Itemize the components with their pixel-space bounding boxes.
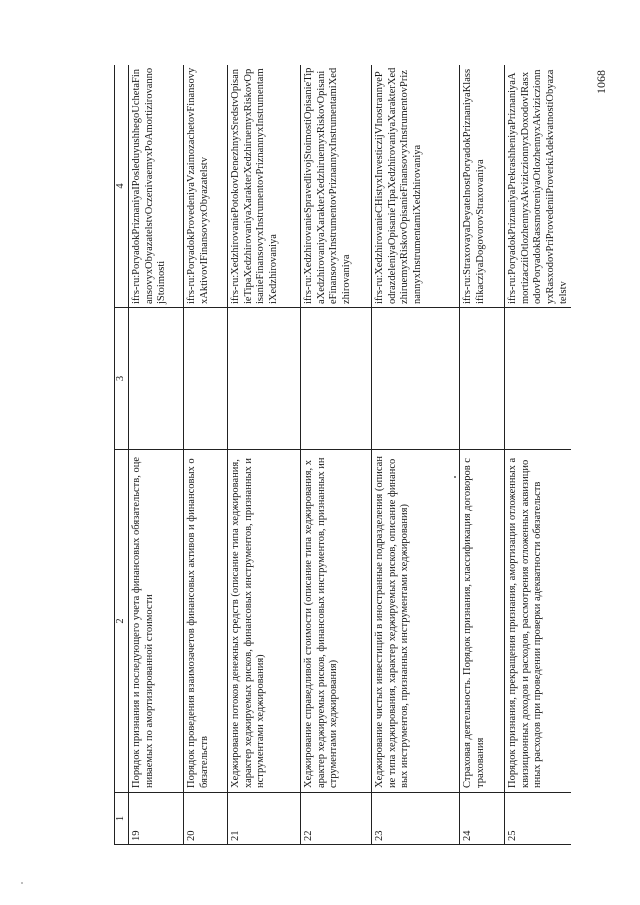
header-col-1: 1 bbox=[115, 793, 129, 845]
table-row bbox=[183, 65, 227, 845]
page-number: 1068 bbox=[594, 70, 608, 94]
row-taxonomy-code: ifrs-ru:PoryadokPriznaniyaIPosleduyushhegoUchetaFinansovyxObyazatelstvOczenivaemyxPoAmortizirovannojStoimosti bbox=[128, 65, 183, 308]
table-row bbox=[459, 65, 504, 845]
row-number: 24 bbox=[459, 793, 504, 845]
table-row bbox=[128, 65, 183, 845]
row-number: 25 bbox=[504, 793, 571, 845]
row-taxonomy-code: ifrs-ru:PoryadokProvedeniyaVzaimozachetovFinansovyxAktivovIFinansovyxObyazatelstv bbox=[183, 65, 227, 308]
row-number: 22 bbox=[300, 793, 371, 845]
row-description: Порядок признания и последующего учета финансовых обязательств, оцениваемых по амортизированной стоимости bbox=[128, 450, 183, 793]
row-number: 20 bbox=[183, 793, 227, 845]
row-description: Хеджирование потоков денежных средств (описание типа хеджирования, характер хеджируемых рисков, финансовых инструментов, признанных инструментами хеджирования) bbox=[227, 450, 300, 793]
row-taxonomy-code: ifrs-ru:XedzhirovanieCHistyxInvesticzijVInostrannyePodrazdeleniyaOpisanieTipaXedzhirovaniyaXarakterXedzhiruemyxRiskovOpisanieFinansovyxInstrumentovPriznannyxInstrumentamiXedzhirovaniya bbox=[371, 65, 459, 308]
table-row bbox=[371, 65, 459, 845]
row-col3 bbox=[227, 308, 300, 450]
header-col-2: 2 bbox=[115, 450, 129, 793]
header-col-3: 3 bbox=[115, 308, 129, 450]
row-col3 bbox=[504, 308, 571, 450]
row-taxonomy-code: ifrs-ru:StraxovayaDeyatelnostPoryadokPriznaniyaKlassifikacziyaDogovorovStraxovaniya bbox=[459, 65, 504, 308]
header-row bbox=[115, 65, 129, 845]
row-number: 23 bbox=[371, 793, 459, 845]
row-taxonomy-code: ifrs-ru:XedzhirovanieSpravedlivojStoimostiOpisanieTipaXedzhirovaniyaXarakterXedzhiruemyxRiskovOpisanieFinansovyxInstrumentovPriznannyxInstrumentamiXedzhirovaniya bbox=[300, 65, 371, 308]
row-col3 bbox=[371, 308, 459, 450]
row-col3 bbox=[183, 308, 227, 450]
row-col3 bbox=[459, 308, 504, 450]
header-col-4: 4 bbox=[115, 65, 129, 308]
row-taxonomy-code: ifrs-ru:XedzhirovaniePotokovDenezhnyxSredstvOpisanieTipaXedzhirovaniyaXarakterXedzhiruemyxRiskovOpisanieFinansovyxInstrumentovPriznannyxInstrumentamiXedzhirovaniya bbox=[227, 65, 300, 308]
row-description: Страховая деятельность. Порядок признания, классификация договоров страхования bbox=[459, 450, 504, 793]
taxonomy-table bbox=[114, 65, 571, 845]
table-row bbox=[227, 65, 300, 845]
row-col3 bbox=[128, 308, 183, 450]
table-container bbox=[114, 65, 571, 845]
row-description: Порядок проведения взаимозачетов финансовых активов и финансовых обязательств bbox=[183, 450, 227, 793]
table-row bbox=[504, 65, 571, 845]
row-description: Хеджирование чистых инвестиций в иностранные подразделения (описание типа хеджирования, характер хеджируемых рисков, описание финансовых инструментов, признанных инструментами хеджирования) bbox=[371, 450, 459, 793]
row-description: Порядок признания, прекращения признания, амортизации отложенных аквизиционных доходов и расходов, рассмотрения отложенных аквизиционных расходов при проведении проверки адекватности обязательств bbox=[504, 450, 571, 793]
row-taxonomy-code: ifrs-ru:PoryadokPriznaniyaPrekrashheniyaPriznaniyaAmortizacziiOtlozhennyxAkviziczionnyxDoxodovIRasxodovPoryadokRassmotreniyaOtlozhennyxAkviziczionnyxRasxodovPriProvedeniiProverkiAdekvatnostiObyazatelstv bbox=[504, 65, 571, 308]
scan-speck bbox=[21, 882, 23, 884]
row-col3 bbox=[300, 308, 371, 450]
row-description: Хеджирование справедливой стоимости (описание типа хеджирования, характер хеджируемых рисков, финансовых инструментов, признанных инструментами хеджирования) bbox=[300, 450, 371, 793]
rotated-table-layer bbox=[114, 65, 571, 845]
table-row bbox=[300, 65, 371, 845]
row-number: 19 bbox=[128, 793, 183, 845]
row-number: 21 bbox=[227, 793, 300, 845]
scan-speck bbox=[454, 476, 456, 478]
